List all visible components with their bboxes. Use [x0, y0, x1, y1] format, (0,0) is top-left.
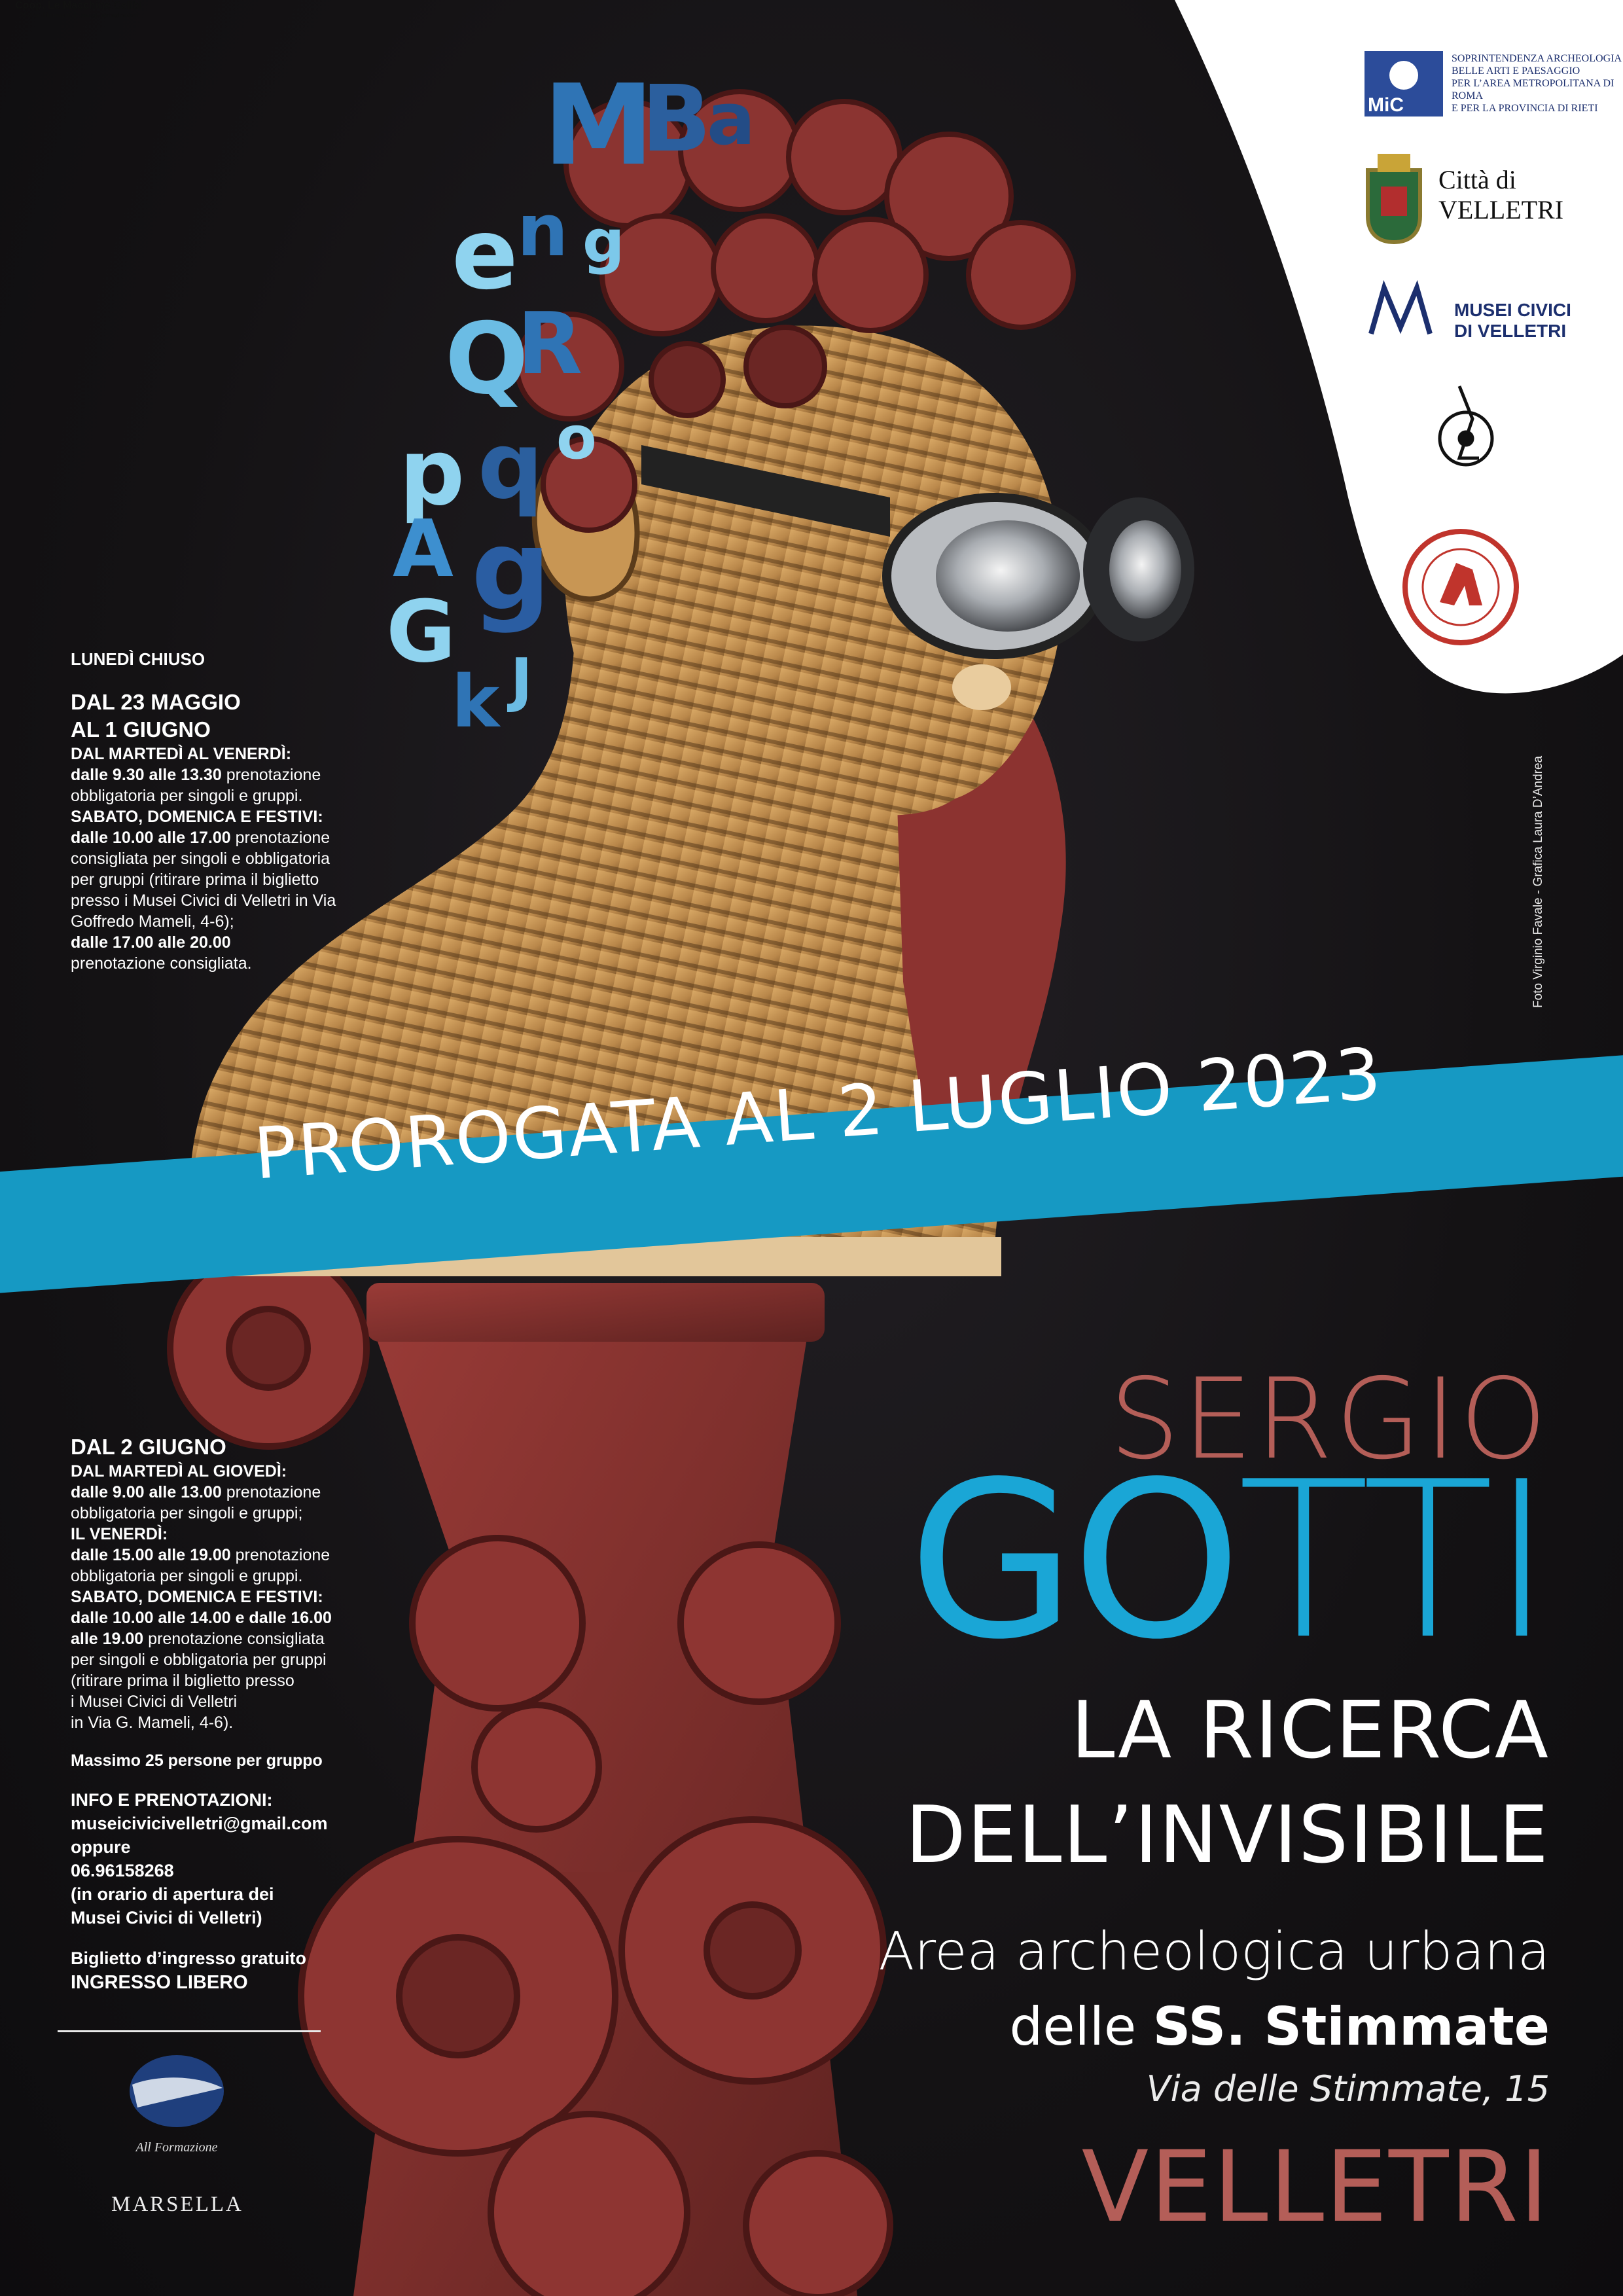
artist-last-name: [908, 1435, 1550, 1687]
svg-text:M: M: [543, 61, 654, 190]
exhibition-title-line1: LA RICERCA: [1071, 1685, 1550, 1776]
citta-line1: Città di: [1438, 165, 1516, 194]
period-line1: DAL 23 MAGGIO: [71, 690, 241, 714]
schedule-1: [71, 647, 346, 974]
contact-email[interactable]: museicivicivelletri@gmail.com: [71, 1814, 328, 1833]
phone-note: (in orario di apertura dei: [71, 1884, 274, 1904]
svg-text:g: g: [471, 506, 551, 636]
mic-line: E PER LA PROVINCIA DI RIETI: [1452, 103, 1598, 114]
weekend-note: presso i Musei Civici di Velletri in Via: [71, 891, 336, 910]
closed-day: LUNEDÌ CHIUSO: [71, 649, 205, 669]
entry-free: INGRESSO LIBERO: [71, 1972, 248, 1993]
weekend-hours: dalle 10.00 alle 17.00: [71, 829, 231, 847]
svg-text:A: A: [393, 504, 454, 595]
venue-line2: [1010, 1996, 1550, 2057]
weekdays-note: prenotazione: [226, 1483, 321, 1501]
or-text: oppure: [71, 1837, 131, 1857]
all-formazione-text: All Formazione: [135, 2140, 218, 2155]
period: DAL 2 GIUGNO: [71, 1435, 226, 1459]
svg-text:G: G: [386, 582, 456, 681]
marsella-text: MARSELLA: [111, 2193, 243, 2216]
weekend-header: SABATO, DOMENICA E FESTIVI:: [71, 808, 323, 826]
artist-first-name: SERGIO: [1109, 1355, 1550, 1484]
weekend-note: i Musei Civici di Velletri: [71, 1693, 238, 1711]
max-group: Massimo 25 persone per gruppo: [71, 1751, 323, 1770]
svg-text:n: n: [517, 188, 569, 272]
info-header: INFO E PRENOTAZIONI:: [71, 1790, 273, 1810]
friday-hours: dalle 15.00 alle 19.00: [71, 1546, 231, 1564]
svg-text:o: o: [556, 404, 597, 473]
weekdays-hours: dalle 9.00 alle 13.00: [71, 1483, 222, 1501]
svg-text:p: p: [399, 420, 465, 526]
svg-text:B: B: [641, 66, 711, 173]
weekdays-header: DAL MARTEDÌ AL VENERDÌ:: [71, 745, 292, 763]
phone-note: Musei Civici di Velletri): [71, 1908, 262, 1928]
logo-panel: [0, 0, 1623, 707]
contact-phone[interactable]: 06.96158268: [71, 1861, 174, 1880]
weekdays-hours: dalle 9.30 alle 13.30: [71, 766, 222, 784]
coop-sub: Officina di immagini, linguaggi, immaginazioni: [19, 12, 138, 18]
venue-prefix: delle: [1009, 1996, 1153, 2057]
musei-text: [1454, 300, 1571, 342]
mic-line: SOPRINTENDENZA ARCHEOLOGIA: [1452, 53, 1622, 64]
mic-badge: MiC: [1368, 94, 1404, 116]
weekend-note: per gruppi (ritirare prima il biglietto: [71, 870, 319, 889]
svg-text:J: J: [510, 646, 533, 715]
period-line2: AL 1 GIUGNO: [71, 717, 211, 742]
mic-line: PER L’AREA METROPOLITANA DI ROMA: [1452, 78, 1614, 101]
weekdays-header: DAL MARTEDÌ AL GIOVEDÌ:: [71, 1462, 287, 1480]
svg-text:e: e: [452, 198, 518, 312]
all-formazione-logo: [124, 2049, 229, 2134]
svg-text:k: k: [452, 660, 500, 744]
weekend-note: Goffredo Mameli, 4-6);: [71, 912, 234, 931]
svg-text:q: q: [478, 413, 544, 520]
mic-line: BELLE ARTI E PAESAGGIO: [1452, 65, 1580, 77]
weekend-note: (ritirare prima il biglietto presso: [71, 1672, 294, 1690]
weekend-note: prenotazione consigliata: [148, 1630, 325, 1648]
weekdays-note: prenotazione: [226, 766, 321, 784]
mic-logo: [1364, 51, 1443, 117]
last-name-part1: GO: [908, 1435, 1238, 1687]
photo-credit: Foto Virginio Favale - Grafica Laura D’Andrea: [1531, 755, 1545, 1008]
city-name: VELLETRI: [1081, 2130, 1550, 2244]
coop-name: Coop. Le Macchine Celibi: [15, 0, 142, 11]
schedule-2: [71, 1433, 352, 1995]
banner-text: PROROGATA AL 2 LUGLIO 2023: [251, 1033, 1385, 1196]
citta-line2: VELLETRI: [1438, 195, 1564, 224]
gruppo-seal: [1405, 531, 1516, 643]
svg-text:g: g: [582, 207, 625, 276]
svg-text:R: R: [517, 294, 583, 393]
citta-text: [1438, 165, 1563, 225]
svg-text:Q: Q: [445, 302, 529, 416]
evening-hours: dalle 17.00 alle 20.00: [71, 933, 231, 952]
friday-note: obbligatoria per singoli e gruppi.: [71, 1567, 303, 1585]
ticket-line: Biglietto d’ingresso gratuito: [71, 1948, 307, 1968]
last-name-part2: TTI: [1238, 1435, 1550, 1687]
weekdays-note: obbligatoria per singoli e gruppi.: [71, 787, 303, 805]
weekdays-note: obbligatoria per singoli e gruppi;: [71, 1504, 303, 1522]
divider: [58, 2030, 321, 2032]
exhibition-title-line2: DELL’INVISIBILE: [905, 1790, 1550, 1881]
weekend-note: per singoli e obbligatoria per gruppi: [71, 1651, 327, 1669]
weekend-note: in Via G. Mameli, 4-6).: [71, 1713, 234, 1732]
mic-text: [1452, 52, 1623, 115]
weekend-header: SABATO, DOMENICA E FESTIVI:: [71, 1588, 323, 1606]
weekend-note: prenotazione: [235, 829, 330, 847]
venue-address: Via delle Stimmate, 15: [1146, 2068, 1550, 2109]
friday-header: IL VENERDÌ:: [71, 1525, 168, 1543]
venue-name: SS. Stimmate: [1152, 1996, 1550, 2057]
evening-note: prenotazione consigliata.: [71, 954, 252, 973]
weekend-note: consigliata per singoli e obbligatoria: [71, 850, 330, 868]
svg-text:a: a: [707, 77, 756, 161]
weekend-hours: dalle 10.00 alle 14.00 e dalle 16.00: [71, 1609, 332, 1627]
musei-line1: MUSEI CIVICI: [1454, 300, 1571, 320]
weekend-hours: alle 19.00: [71, 1630, 144, 1648]
venue-line1: Area archeologica urbana: [878, 1921, 1550, 1982]
musei-line2: DI VELLETRI: [1454, 321, 1567, 341]
friday-note: prenotazione: [235, 1546, 330, 1564]
